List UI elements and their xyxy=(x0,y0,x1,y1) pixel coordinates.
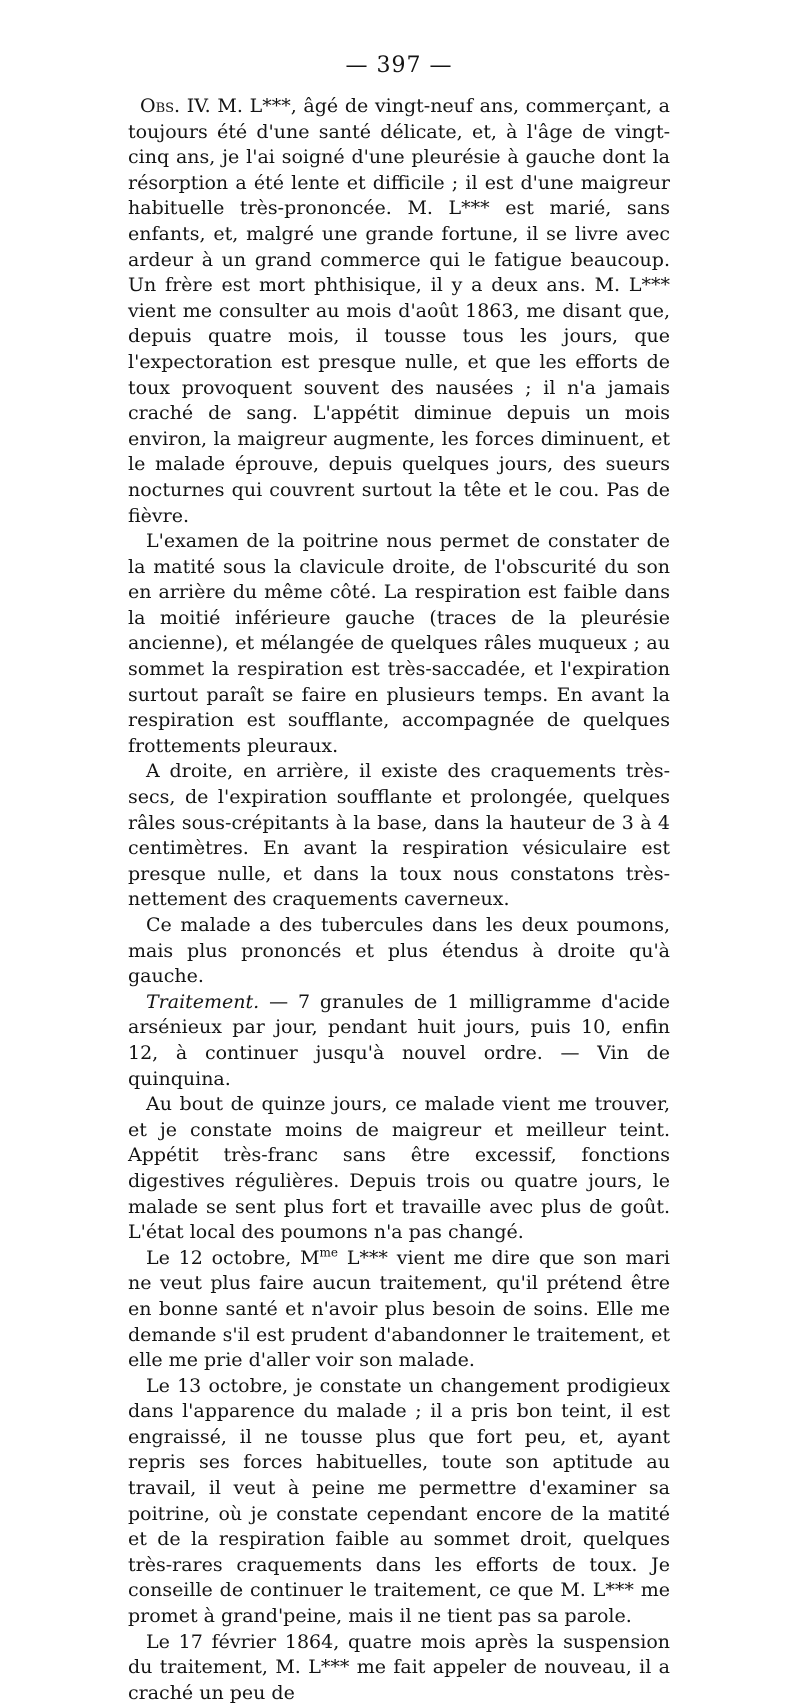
p7-end: L*** vient me dire que son mari ne veut plus faire aucun traitement, qu'il prétend être en bonne santé et n'avoir plus besoin de soins. Elle me demande s'il est prudent d'abandonner le traitement, et elle me prie d'aller voir son malade. xyxy=(128,1246,670,1372)
paragraph-traitement xyxy=(128,990,670,1092)
paragraph-quinze-jours: Au bout de quinze jours, ce malade vient me trouver, et je constate moins de maigreur et meilleur teint. Appétit très-franc sans être excessif, fonctions digestives régulières. Depuis trois ou quatre jours, le malade se sent plus fort et travaille avec plus de goût. L'état local des poumons n'a pas changé. xyxy=(128,1093,670,1244)
paragraph-1-text: M. L***, âgé de vingt-neuf ans, commerçant, a toujours été d'une santé délicate, et, à l'âge de vingt-cinq ans, je l'ai soigné d'une pleurésie à gauche dont la résorption a été lente et difficile ; il est d'une maigreur habituelle très-prononcée. M. L*** est marié, sans enfants, et, malgré une grande fortune, il se livre avec ardeur à un grand commerce qui le fatigue beaucoup. Un frère est mort phthisique, il y a deux ans. M. L*** vient me consulter au mois d'août 1863, me disant que, depuis quatre mois, il tousse tous les jours, que l'expectoration est presque nulle, et que les efforts de toux provoquent souvent des nausées ; il n'a jamais craché de sang. L'appétit diminue depuis un mois environ, la maigreur augmente, les forces diminuent, et le malade éprouve, depuis quelques jours, des sueurs nocturnes qui couvrent surtout la tête et le cou. Pas de fièvre. xyxy=(128,95,670,527)
paragraph-a-droite: A droite, en arrière, il existe des craquements très-secs, de l'expiration soufflante et prolongée, quelques râles sous-crépitants à la base, dans la hauteur de 3 à 4 centimètres. En avant la respiration vésiculaire est presque nulle, et dans la toux nous constatons très-nettement des craquements caverneux. xyxy=(128,760,670,911)
page-number: — 397 — xyxy=(345,53,453,78)
p7-superscript: me xyxy=(319,1245,339,1260)
observation-label: Obs. IV. xyxy=(140,95,211,117)
traitement-label: Traitement. xyxy=(146,990,260,1013)
p7-start: Le 12 octobre, M xyxy=(146,1246,320,1269)
paragraph-12-octobre xyxy=(128,1246,670,1374)
paragraph-examen: L'examen de la poitrine nous permet de constater de la matité sous la clavicule droite, de l'obscurité du son en arrière du même côté. La respiration est faible dans la moitié inférieure gauche (traces de la pleurésie ancienne), et mélangée de quelques râles muqueux ; au sommet la respiration est très-saccadée, et l'expiration surtout paraît se faire en plusieurs temps. En avant la respiration est soufflante, accompagnée de quelques frottements pleuraux. xyxy=(128,530,670,757)
paragraph-conclusion: Ce malade a des tubercules dans les deux poumons, mais plus prononcés et plus étendus à droite qu'à gauche. xyxy=(128,914,670,988)
paragraph-17-fevrier: Le 17 février 1864, quatre mois après la suspension du traitement, M. L*** me fait appeler de nouveau, il a craché un peu de xyxy=(128,1630,670,1704)
paragraph-13-octobre: Le 13 octobre, je constate un changement prodigieux dans l'apparence du malade ; il a pris bon teint, il est engraissé, il ne tousse plus que fort peu, et, ayant repris ses forces habituelles, toute son aptitude au travail, il veut à peine me permettre d'examiner sa poitrine, où je constate cependant encore de la matité et de la respiration faible au sommet droit, quelques très-rares craquements dans les efforts de toux. Je conseille de continuer le traitement, ce que M. L*** me promet à grand'peine, mais il ne tient pas sa parole. xyxy=(128,1374,670,1628)
traitement-text: — 7 granules de 1 milligramme d'acide arsénieux par jour, pendant huit jours, puis 10, enfin 12, à continuer jusqu'à nouvel ordre. — Vin de quinquina. xyxy=(128,990,670,1090)
body-text xyxy=(128,94,670,1706)
paragraph-obs-intro xyxy=(128,94,670,529)
